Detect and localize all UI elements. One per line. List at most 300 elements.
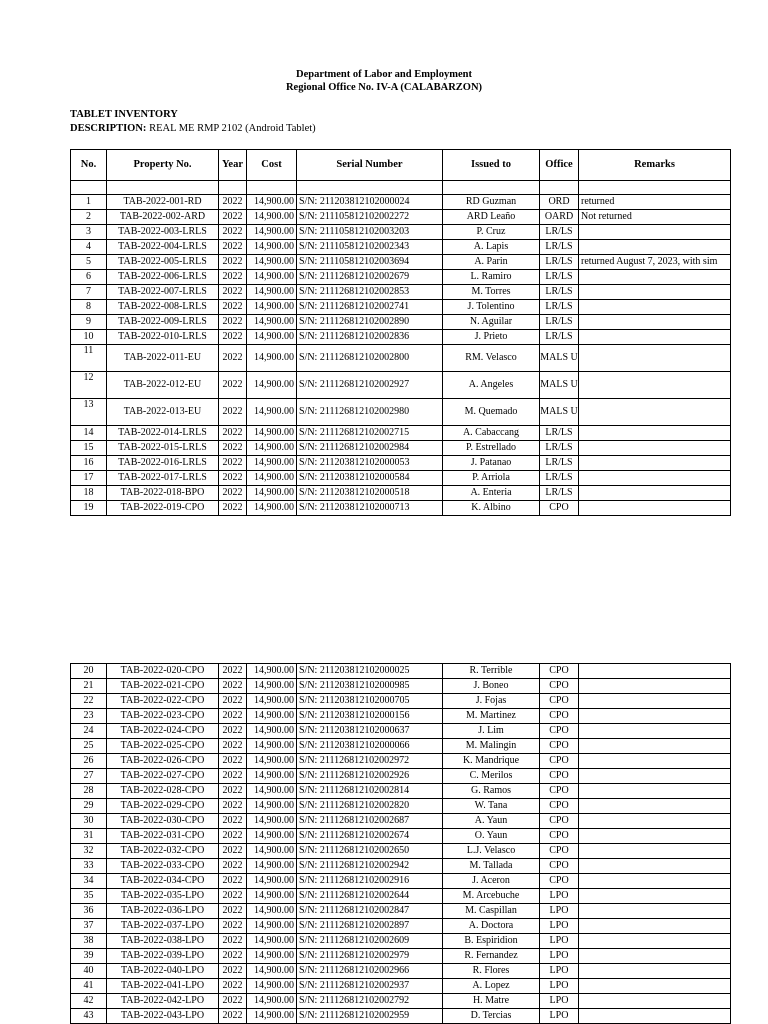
cell-serial-number: S/N: 211126812102002679 — [297, 270, 443, 285]
cell-row-no: 21 — [71, 679, 107, 694]
cell-serial-number: S/N: 211126812102002836 — [297, 330, 443, 345]
cell-remarks — [579, 664, 731, 679]
cell-serial-number: S/N: 211203812102000025 — [297, 664, 443, 679]
col-header-issued-to: Issued to — [443, 150, 540, 181]
table-row — [71, 934, 731, 949]
cell-year: 2022 — [219, 889, 247, 904]
table-row — [71, 441, 731, 456]
cell-row-no: 39 — [71, 949, 107, 964]
cell-year: 2022 — [219, 270, 247, 285]
cell-office: LR/LS — [540, 486, 579, 501]
cell-row-no: 13 — [71, 399, 107, 426]
cell-cost: 14,900.00 — [247, 679, 297, 694]
cell-cost: 14,900.00 — [247, 456, 297, 471]
cell-cost: 14,900.00 — [247, 240, 297, 255]
cell-office: LPO — [540, 889, 579, 904]
cell-remarks — [579, 501, 731, 516]
cell-issued-to: A. Parin — [443, 255, 540, 270]
cell-issued-to: P. Estrellado — [443, 441, 540, 456]
table-row — [71, 784, 731, 799]
cell-serial-number: S/N: 211126812102002942 — [297, 859, 443, 874]
cell-serial-number: S/N: 211203812102000985 — [297, 679, 443, 694]
table-row — [71, 919, 731, 934]
cell-row-no: 41 — [71, 979, 107, 994]
cell-issued-to: A. Lapis — [443, 240, 540, 255]
col-header-property-no: Property No. — [107, 150, 219, 181]
cell-office: CPO — [540, 784, 579, 799]
cell-year: 2022 — [219, 874, 247, 889]
cell-row-no: 15 — [71, 441, 107, 456]
cell-office: LR/LS — [540, 240, 579, 255]
cell-office: CPO — [540, 679, 579, 694]
cell-remarks: returned — [579, 195, 731, 210]
cell-serial-number: S/N: 211105812102002343 — [297, 240, 443, 255]
cell-remarks — [579, 844, 731, 859]
cell-year: 2022 — [219, 784, 247, 799]
cell-remarks — [579, 709, 731, 724]
cell-remarks — [579, 874, 731, 889]
cell-cost: 14,900.00 — [247, 399, 297, 426]
cell-property-no: TAB-2022-036-LPO — [107, 904, 219, 919]
cell-cost: 14,900.00 — [247, 709, 297, 724]
cell-remarks — [579, 739, 731, 754]
cell-cost: 14,900.00 — [247, 769, 297, 784]
cell-property-no: TAB-2022-039-LPO — [107, 949, 219, 964]
cell-office: CPO — [540, 844, 579, 859]
cell-issued-to: D. Tercias — [443, 1009, 540, 1024]
cell-row-no: 9 — [71, 315, 107, 330]
table-header-row — [71, 150, 731, 181]
cell-property-no: TAB-2022-001-RD — [107, 195, 219, 210]
cell-issued-to: J. Tolentino — [443, 300, 540, 315]
cell-serial-number: S/N: 211126812102002979 — [297, 949, 443, 964]
cell-issued-to: RM. Velasco — [443, 345, 540, 372]
table-row — [71, 399, 731, 426]
table-row — [71, 889, 731, 904]
cell-row-no: 22 — [71, 694, 107, 709]
cell-year: 2022 — [219, 399, 247, 426]
cell-property-no: TAB-2022-040-LPO — [107, 964, 219, 979]
cell-property-no: TAB-2022-034-CPO — [107, 874, 219, 889]
table-row — [71, 709, 731, 724]
cell-remarks — [579, 814, 731, 829]
cell-serial-number: S/N: 211126812102002937 — [297, 979, 443, 994]
cell-cost: 14,900.00 — [247, 829, 297, 844]
table-row — [71, 859, 731, 874]
cell-issued-to: RD Guzman — [443, 195, 540, 210]
cell-row-no: 24 — [71, 724, 107, 739]
cell-year: 2022 — [219, 315, 247, 330]
cell-serial-number: S/N: 211203812102000066 — [297, 739, 443, 754]
cell-serial-number: S/N: 211126812102002972 — [297, 754, 443, 769]
cell-year: 2022 — [219, 844, 247, 859]
inventory-table-1 — [70, 149, 731, 516]
cell-property-no: TAB-2022-011-EU — [107, 345, 219, 372]
cell-office: OARD — [540, 210, 579, 225]
cell-property-no: TAB-2022-007-LRLS — [107, 285, 219, 300]
cell-issued-to: C. Merilos — [443, 769, 540, 784]
cell-row-no: 42 — [71, 994, 107, 1009]
cell-remarks — [579, 315, 731, 330]
cell-issued-to: P. Cruz — [443, 225, 540, 240]
cell-row-no: 25 — [71, 739, 107, 754]
cell-property-no: TAB-2022-032-CPO — [107, 844, 219, 859]
cell-remarks — [579, 694, 731, 709]
cell-issued-to: J. Lim — [443, 724, 540, 739]
cell-cost: 14,900.00 — [247, 694, 297, 709]
cell-serial-number: S/N: 211126812102002847 — [297, 904, 443, 919]
cell-year: 2022 — [219, 210, 247, 225]
cell-issued-to: M. Malingin — [443, 739, 540, 754]
cell-row-no: 5 — [71, 255, 107, 270]
cell-office: MALS U — [540, 372, 579, 399]
table-row — [71, 754, 731, 769]
table-row — [71, 345, 731, 372]
cell-office: LPO — [540, 934, 579, 949]
cell-office: LPO — [540, 1009, 579, 1024]
table-row — [71, 486, 731, 501]
table-row — [71, 964, 731, 979]
cell-serial-number: S/N: 211126812102002687 — [297, 814, 443, 829]
cell-issued-to: A. Yaun — [443, 814, 540, 829]
table-row — [71, 814, 731, 829]
cell-cost: 14,900.00 — [247, 225, 297, 240]
cell-row-no: 31 — [71, 829, 107, 844]
cell-office: CPO — [540, 754, 579, 769]
department-name: Department of Labor and Employment — [296, 69, 472, 80]
cell-year: 2022 — [219, 694, 247, 709]
cell-remarks — [579, 919, 731, 934]
cell-row-no: 32 — [71, 844, 107, 859]
cell-serial-number: S/N: 211126812102002792 — [297, 994, 443, 1009]
cell-office: CPO — [540, 769, 579, 784]
cell-row-no: 1 — [71, 195, 107, 210]
cell-issued-to: B. Espiridion — [443, 934, 540, 949]
cell-row-no: 6 — [71, 270, 107, 285]
cell-property-no: TAB-2022-013-EU — [107, 399, 219, 426]
cell-issued-to: K. Albino — [443, 501, 540, 516]
cell-year: 2022 — [219, 979, 247, 994]
cell-year: 2022 — [219, 994, 247, 1009]
cell-property-no: TAB-2022-005-LRLS — [107, 255, 219, 270]
cell-serial-number: S/N: 211203812102000518 — [297, 486, 443, 501]
table-row — [71, 664, 731, 679]
cell-year: 2022 — [219, 285, 247, 300]
cell-serial-number: S/N: 211126812102002800 — [297, 345, 443, 372]
cell-property-no: TAB-2022-042-LPO — [107, 994, 219, 1009]
cell-cost: 14,900.00 — [247, 372, 297, 399]
table-row — [71, 315, 731, 330]
cell-cost: 14,900.00 — [247, 501, 297, 516]
cell-issued-to: G. Ramos — [443, 784, 540, 799]
cell-property-no: TAB-2022-037-LPO — [107, 919, 219, 934]
cell-property-no: TAB-2022-041-LPO — [107, 979, 219, 994]
cell-issued-to: M. Caspillan — [443, 904, 540, 919]
cell-row-no: 19 — [71, 501, 107, 516]
cell-office: CPO — [540, 814, 579, 829]
cell-office: LPO — [540, 994, 579, 1009]
cell-property-no: TAB-2022-024-CPO — [107, 724, 219, 739]
cell-row-no: 8 — [71, 300, 107, 315]
cell-year: 2022 — [219, 300, 247, 315]
cell-cost: 14,900.00 — [247, 441, 297, 456]
cell-cost: 14,900.00 — [247, 1009, 297, 1024]
cell-office: CPO — [540, 799, 579, 814]
cell-property-no: TAB-2022-038-LPO — [107, 934, 219, 949]
cell-year: 2022 — [219, 709, 247, 724]
cell-property-no: TAB-2022-021-CPO — [107, 679, 219, 694]
table-row — [71, 874, 731, 889]
cell-office: LPO — [540, 964, 579, 979]
cell-property-no: TAB-2022-019-CPO — [107, 501, 219, 516]
table-row — [71, 285, 731, 300]
cell-office: MALS U — [540, 399, 579, 426]
cell-cost: 14,900.00 — [247, 754, 297, 769]
cell-remarks — [579, 270, 731, 285]
cell-issued-to: A. Angeles — [443, 372, 540, 399]
cell-property-no: TAB-2022-006-LRLS — [107, 270, 219, 285]
cell-issued-to: A. Cabaccang — [443, 426, 540, 441]
cell-cost: 14,900.00 — [247, 964, 297, 979]
cell-property-no: TAB-2022-030-CPO — [107, 814, 219, 829]
cell-cost: 14,900.00 — [247, 814, 297, 829]
cell-cost: 14,900.00 — [247, 330, 297, 345]
col-header-no: No. — [71, 150, 107, 181]
table-row — [71, 994, 731, 1009]
cell-cost: 14,900.00 — [247, 300, 297, 315]
cell-serial-number: S/N: 211203812102000584 — [297, 471, 443, 486]
cell-remarks — [579, 456, 731, 471]
cell-serial-number: S/N: 211105812102002272 — [297, 210, 443, 225]
cell-row-no: 28 — [71, 784, 107, 799]
col-header-office: Office — [540, 150, 579, 181]
cell-year: 2022 — [219, 345, 247, 372]
cell-office: ORD — [540, 195, 579, 210]
cell-cost: 14,900.00 — [247, 919, 297, 934]
cell-serial-number: S/N: 211105812102003694 — [297, 255, 443, 270]
cell-office: LR/LS — [540, 225, 579, 240]
cell-issued-to: M. Torres — [443, 285, 540, 300]
table-row — [71, 240, 731, 255]
regional-office-name: Regional Office No. IV-A (CALABARZON) — [285, 82, 483, 93]
cell-row-no: 26 — [71, 754, 107, 769]
table-row — [71, 724, 731, 739]
cell-issued-to: W. Tana — [443, 799, 540, 814]
cell-property-no: TAB-2022-015-LRLS — [107, 441, 219, 456]
table-row — [71, 799, 731, 814]
cell-row-no: 27 — [71, 769, 107, 784]
cell-remarks — [579, 979, 731, 994]
cell-property-no: TAB-2022-010-LRLS — [107, 330, 219, 345]
cell-row-no: 2 — [71, 210, 107, 225]
cell-year: 2022 — [219, 859, 247, 874]
cell-remarks: returned August 7, 2023, with sim — [579, 255, 731, 270]
cell-row-no: 37 — [71, 919, 107, 934]
cell-property-no: TAB-2022-014-LRLS — [107, 426, 219, 441]
cell-issued-to: N. Aguilar — [443, 315, 540, 330]
cell-cost: 14,900.00 — [247, 315, 297, 330]
cell-issued-to: L. Ramiro — [443, 270, 540, 285]
cell-row-no: 43 — [71, 1009, 107, 1024]
cell-office: CPO — [540, 501, 579, 516]
cell-remarks — [579, 949, 731, 964]
cell-property-no: TAB-2022-043-LPO — [107, 1009, 219, 1024]
cell-year: 2022 — [219, 769, 247, 784]
cell-serial-number: S/N: 211126812102002853 — [297, 285, 443, 300]
cell-serial-number: S/N: 211126812102002927 — [297, 372, 443, 399]
cell-office: CPO — [540, 694, 579, 709]
cell-office: LR/LS — [540, 315, 579, 330]
cell-row-no: 29 — [71, 799, 107, 814]
cell-serial-number: S/N: 211126812102002741 — [297, 300, 443, 315]
cell-remarks — [579, 441, 731, 456]
table-row — [71, 979, 731, 994]
cell-remarks — [579, 754, 731, 769]
cell-year: 2022 — [219, 426, 247, 441]
cell-remarks — [579, 399, 731, 426]
table-row — [71, 829, 731, 844]
cell-cost: 14,900.00 — [247, 844, 297, 859]
cell-cost: 14,900.00 — [247, 934, 297, 949]
cell-property-no: TAB-2022-020-CPO — [107, 664, 219, 679]
cell-office: CPO — [540, 709, 579, 724]
cell-office: LPO — [540, 949, 579, 964]
cell-cost: 14,900.00 — [247, 345, 297, 372]
cell-serial-number: S/N: 211126812102002984 — [297, 441, 443, 456]
cell-year: 2022 — [219, 679, 247, 694]
cell-property-no: TAB-2022-026-CPO — [107, 754, 219, 769]
table-row — [71, 372, 731, 399]
cell-office: LR/LS — [540, 456, 579, 471]
cell-property-no: TAB-2022-035-LPO — [107, 889, 219, 904]
cell-office: LPO — [540, 919, 579, 934]
cell-row-no: 16 — [71, 456, 107, 471]
cell-cost: 14,900.00 — [247, 426, 297, 441]
cell-property-no: TAB-2022-017-LRLS — [107, 471, 219, 486]
cell-serial-number: S/N: 211126812102002897 — [297, 919, 443, 934]
cell-remarks: Not returned — [579, 210, 731, 225]
cell-year: 2022 — [219, 904, 247, 919]
cell-property-no: TAB-2022-002-ARD — [107, 210, 219, 225]
cell-issued-to: K. Mandrique — [443, 754, 540, 769]
cell-issued-to: R. Fernandez — [443, 949, 540, 964]
col-header-year: Year — [219, 150, 247, 181]
cell-row-no: 36 — [71, 904, 107, 919]
cell-serial-number: S/N: 211203812102000156 — [297, 709, 443, 724]
table-row — [71, 471, 731, 486]
cell-property-no: TAB-2022-028-CPO — [107, 784, 219, 799]
cell-row-no: 40 — [71, 964, 107, 979]
cell-remarks — [579, 829, 731, 844]
cell-row-no: 12 — [71, 372, 107, 399]
cell-row-no: 18 — [71, 486, 107, 501]
col-header-remarks: Remarks — [579, 150, 731, 181]
cell-property-no: TAB-2022-025-CPO — [107, 739, 219, 754]
cell-year: 2022 — [219, 255, 247, 270]
cell-remarks — [579, 964, 731, 979]
cell-issued-to: M. Martinez — [443, 709, 540, 724]
table-row — [71, 739, 731, 754]
cell-cost: 14,900.00 — [247, 994, 297, 1009]
cell-cost: 14,900.00 — [247, 874, 297, 889]
cell-property-no: TAB-2022-003-LRLS — [107, 225, 219, 240]
cell-serial-number: S/N: 211105812102003203 — [297, 225, 443, 240]
cell-office: LR/LS — [540, 255, 579, 270]
cell-row-no: 20 — [71, 664, 107, 679]
inventory-table-2 — [70, 663, 731, 1024]
cell-office: LR/LS — [540, 285, 579, 300]
cell-serial-number: S/N: 211126812102002814 — [297, 784, 443, 799]
cell-cost: 14,900.00 — [247, 949, 297, 964]
cell-year: 2022 — [219, 664, 247, 679]
cell-serial-number: S/N: 211203812102000705 — [297, 694, 443, 709]
cell-row-no: 10 — [71, 330, 107, 345]
cell-property-no: TAB-2022-012-EU — [107, 372, 219, 399]
table-row — [71, 270, 731, 285]
cell-serial-number: S/N: 211126812102002980 — [297, 399, 443, 426]
cell-serial-number: S/N: 211203812102000713 — [297, 501, 443, 516]
cell-remarks — [579, 426, 731, 441]
cell-office: LR/LS — [540, 330, 579, 345]
description-value: REAL ME RMP 2102 (Android Tablet) — [149, 123, 316, 134]
cell-issued-to: M. Quemado — [443, 399, 540, 426]
inventory-title: TABLET INVENTORY — [70, 109, 178, 120]
cell-serial-number: S/N: 211203812102000024 — [297, 195, 443, 210]
cell-cost: 14,900.00 — [247, 471, 297, 486]
cell-issued-to: O. Yaun — [443, 829, 540, 844]
cell-issued-to: R. Flores — [443, 964, 540, 979]
col-header-serial-number: Serial Number — [297, 150, 443, 181]
cell-cost: 14,900.00 — [247, 904, 297, 919]
cell-issued-to: ARD Leaño — [443, 210, 540, 225]
cell-cost: 14,900.00 — [247, 486, 297, 501]
cell-cost: 14,900.00 — [247, 724, 297, 739]
cell-issued-to: J. Fojas — [443, 694, 540, 709]
cell-remarks — [579, 372, 731, 399]
table-row — [71, 844, 731, 859]
cell-row-no: 11 — [71, 345, 107, 372]
cell-remarks — [579, 486, 731, 501]
cell-office: MALS U — [540, 345, 579, 372]
cell-office: CPO — [540, 739, 579, 754]
table-row — [71, 501, 731, 516]
table-row — [71, 456, 731, 471]
cell-property-no: TAB-2022-009-LRLS — [107, 315, 219, 330]
cell-issued-to: L.J. Velasco — [443, 844, 540, 859]
cell-remarks — [579, 240, 731, 255]
cell-issued-to: M. Tallada — [443, 859, 540, 874]
cell-row-no: 34 — [71, 874, 107, 889]
cell-serial-number: S/N: 211126812102002916 — [297, 874, 443, 889]
cell-cost: 14,900.00 — [247, 739, 297, 754]
cell-serial-number: S/N: 211126812102002644 — [297, 889, 443, 904]
cell-office: LR/LS — [540, 300, 579, 315]
cell-issued-to: J. Aceron — [443, 874, 540, 889]
cell-serial-number: S/N: 211126812102002674 — [297, 829, 443, 844]
cell-cost: 14,900.00 — [247, 799, 297, 814]
cell-issued-to: P. Arriola — [443, 471, 540, 486]
cell-cost: 14,900.00 — [247, 285, 297, 300]
cell-year: 2022 — [219, 829, 247, 844]
cell-row-no: 3 — [71, 225, 107, 240]
cell-issued-to: H. Matre — [443, 994, 540, 1009]
cell-year: 2022 — [219, 1009, 247, 1024]
cell-cost: 14,900.00 — [247, 195, 297, 210]
cell-issued-to: J. Boneo — [443, 679, 540, 694]
cell-office: CPO — [540, 724, 579, 739]
col-header-cost: Cost — [247, 150, 297, 181]
cell-cost: 14,900.00 — [247, 210, 297, 225]
